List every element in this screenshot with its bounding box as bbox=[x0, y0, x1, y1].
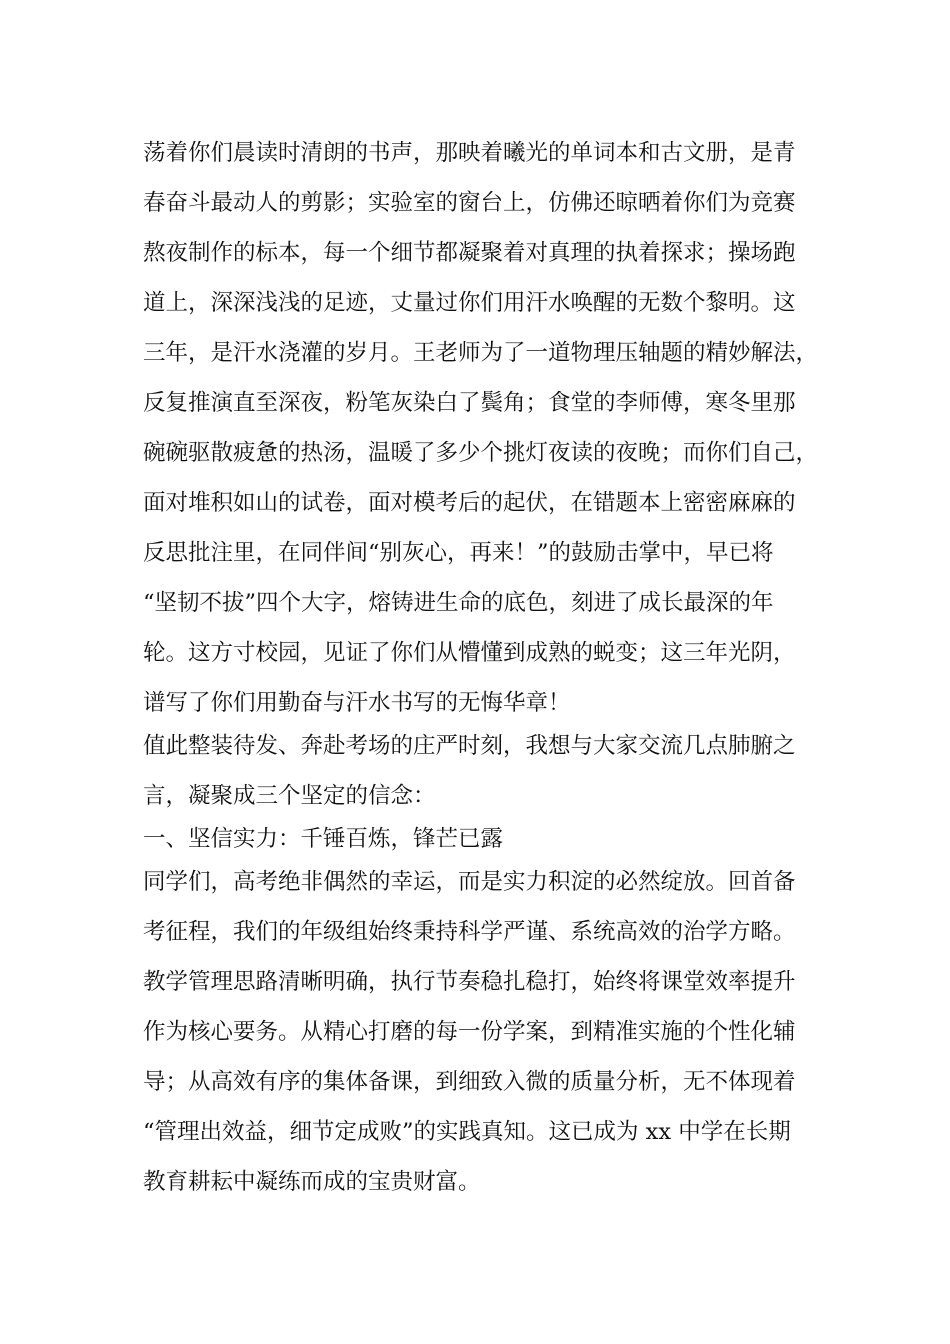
paragraph-line: 导；从高效有序的集体备课，到细致入微的质量分析，无不体现着 bbox=[143, 1069, 796, 1095]
paragraph-line: “管理出效益，细节定成败”的实践真知。这已成为 xx 中学在长期 bbox=[143, 1119, 791, 1145]
text-line: 碗碗驱散疲惫的热汤，温暖了多少个挑灯夜读的夜晚；而你们自己， bbox=[143, 440, 819, 466]
paragraph-line: 教学管理思路清晰明确，执行节奏稳扎稳打，始终将课堂效率提升 bbox=[143, 969, 796, 995]
text-line: “坚韧不拔”四个大字，熔铸进生命的底色，刻进了成长最深的年 bbox=[143, 590, 774, 616]
text-line: 春奋斗最动人的剪影；实验室的窗台上，仿佛还晾晒着你们为竞赛 bbox=[143, 190, 796, 216]
document-body bbox=[143, 133, 823, 1212]
text-line: 道上，深深浅浅的足迹，丈量过你们用汗水唤醒的无数个黎明。这 bbox=[143, 290, 796, 316]
paragraph-line: 值此整装待发、奔赴考场的庄严时刻，我想与大家交流几点肺腑之 bbox=[143, 733, 796, 759]
paragraph-line: 同学们，高考绝非偶然的幸运，而是实力积淀的必然绽放。回首备 bbox=[143, 869, 796, 895]
text-line: 轮。这方寸校园，见证了你们从懵懂到成熟的蜕变；这三年光阴， bbox=[143, 640, 796, 666]
text-line: 面对堆积如山的试卷，面对模考后的起伏，在错题本上密密麻麻的 bbox=[143, 490, 796, 516]
text-line: 反复推演直至深夜，粉笔灰染白了鬓角；食堂的李师傅，寒冬里那 bbox=[143, 390, 796, 416]
paragraph-line: 作为核心要务。从精心打磨的每一份学案，到精准实施的个性化辅 bbox=[143, 1019, 796, 1045]
text-line: 熬夜制作的标本，每一个细节都凝聚着对真理的执着探求；操场跑 bbox=[143, 240, 796, 266]
paragraph-line: 考征程，我们的年级组始终秉持科学严谨、系统高效的治学方略。 bbox=[143, 919, 796, 945]
text-line: 荡着你们晨读时清朗的书声，那映着曦光的单词本和古文册，是青 bbox=[143, 140, 796, 166]
section-heading: 一、坚信实力：千锤百炼，锋芒已露 bbox=[143, 826, 504, 852]
paragraph-line: 教育耕耘中凝练而成的宝贵财富。 bbox=[143, 1169, 481, 1195]
text-line: 三年，是汗水浇灌的岁月。王老师为了一道物理压轴题的精妙解法， bbox=[143, 340, 819, 366]
paragraph-line: 言，凝聚成三个坚定的信念： bbox=[143, 783, 436, 809]
text-line: 谱写了你们用勤奋与汗水书写的无悔华章！ bbox=[143, 690, 571, 716]
text-line: 反思批注里，在同伴间“别灰心，再来！”的鼓励击掌中，早已将 bbox=[143, 540, 774, 566]
